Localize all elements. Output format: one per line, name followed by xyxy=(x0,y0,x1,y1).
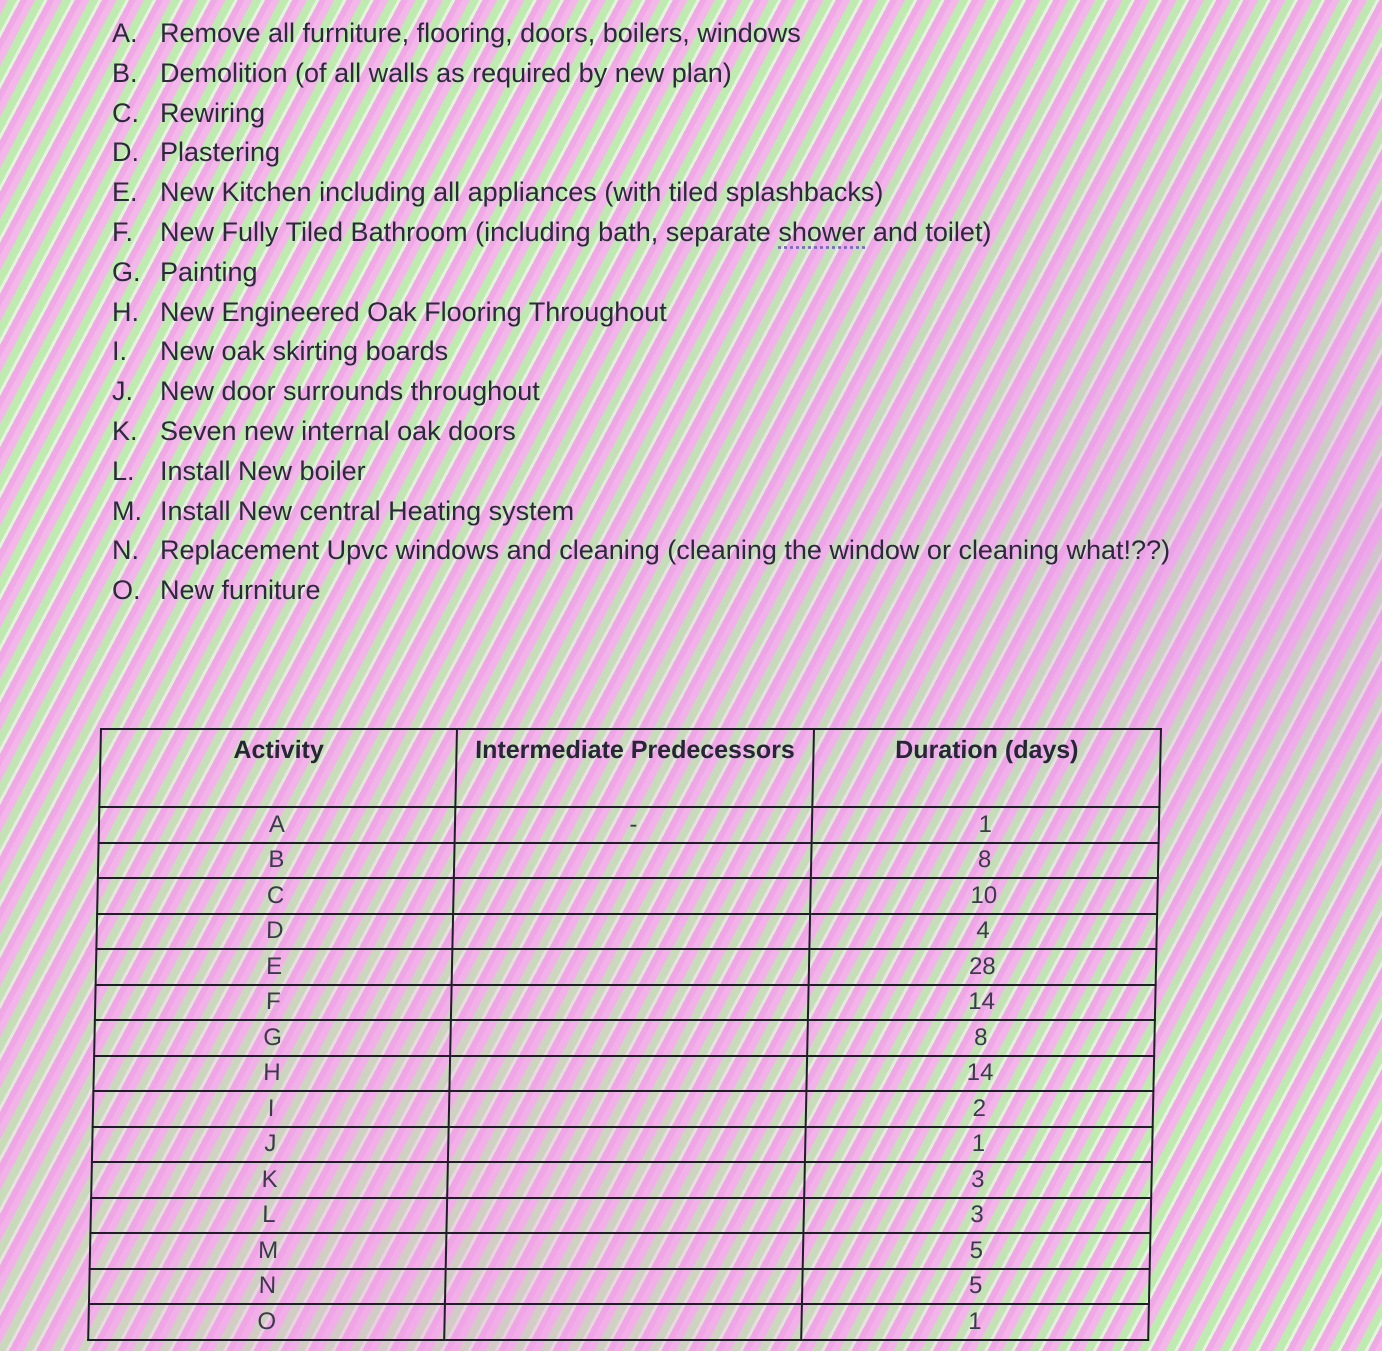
list-item xyxy=(112,332,1212,372)
column-header-duration[interactable]: Duration (days) xyxy=(812,729,1161,807)
table-row xyxy=(93,1056,1154,1092)
predecessors-cell[interactable] xyxy=(451,985,808,1021)
list-marker: E. xyxy=(112,177,138,208)
activity-cell[interactable]: K xyxy=(91,1162,448,1198)
activity-cell[interactable]: N xyxy=(89,1269,446,1305)
activity-cell[interactable]: H xyxy=(93,1056,450,1092)
predecessors-cell[interactable] xyxy=(447,1162,804,1198)
list-marker: F. xyxy=(112,216,134,247)
list-item-text[interactable]: Remove all furniture, flooring, doors, boilers, windows xyxy=(160,18,801,48)
list-item-text[interactable]: New Kitchen including all appliances (with tiled splashbacks) xyxy=(160,177,884,208)
table-row xyxy=(94,1020,1155,1056)
duration-cell[interactable]: 5 xyxy=(802,1233,1150,1269)
activity-cell[interactable]: E xyxy=(96,949,453,985)
activity-cell[interactable]: A xyxy=(99,807,456,843)
activity-table xyxy=(87,728,1162,1341)
duration-cell[interactable]: 3 xyxy=(803,1198,1151,1234)
text-segment: New Fully Tiled Bathroom (including bath, separate xyxy=(160,216,779,247)
predecessors-cell[interactable] xyxy=(453,878,810,914)
activity-cell[interactable]: C xyxy=(97,878,454,914)
duration-cell[interactable]: 8 xyxy=(807,1020,1155,1056)
list-item-text[interactable]: Rewiring xyxy=(160,97,266,128)
column-header-predecessors[interactable]: Intermediate Predecessors xyxy=(456,729,814,807)
table-row xyxy=(91,1162,1152,1198)
duration-cell[interactable]: 1 xyxy=(801,1304,1149,1340)
list-item-text[interactable]: New Engineered Oak Flooring Throughout xyxy=(160,296,667,327)
predecessors-cell[interactable] xyxy=(452,949,809,985)
table-row xyxy=(89,1269,1150,1305)
table-row xyxy=(90,1233,1151,1269)
list-marker: O. xyxy=(112,575,141,606)
table-row xyxy=(90,1198,1151,1234)
list-marker: L. xyxy=(112,455,135,486)
duration-cell[interactable]: 14 xyxy=(808,985,1156,1021)
list-item-text[interactable]: New door surrounds throughout xyxy=(160,376,540,407)
list-marker: H. xyxy=(112,296,139,327)
list-marker: M. xyxy=(112,495,142,526)
list-item-text[interactable]: Replacement Upvc windows and cleaning (cleaning the window or cleaning what!??) xyxy=(160,535,1171,566)
predecessors-cell[interactable] xyxy=(447,1198,804,1234)
predecessors-cell[interactable] xyxy=(444,1304,801,1340)
list-marker: D. xyxy=(112,137,139,168)
table-row xyxy=(93,1091,1154,1127)
list-item xyxy=(112,293,1212,333)
list-marker: C. xyxy=(112,97,139,128)
list-marker: B. xyxy=(112,57,138,88)
activity-cell[interactable]: G xyxy=(94,1020,451,1056)
activity-cell[interactable]: M xyxy=(90,1233,447,1269)
duration-cell[interactable]: 2 xyxy=(805,1091,1153,1127)
predecessors-cell[interactable] xyxy=(449,1091,806,1127)
table-row xyxy=(88,1304,1149,1340)
list-item xyxy=(112,253,1212,293)
column-header-activity[interactable]: Activity xyxy=(99,729,457,807)
predecessors-cell[interactable] xyxy=(453,914,810,950)
list-item xyxy=(112,213,1212,253)
table-row xyxy=(97,878,1158,914)
list-item xyxy=(112,133,1212,173)
duration-cell[interactable]: 4 xyxy=(809,914,1157,950)
list-item xyxy=(112,531,1212,571)
list-item-text[interactable]: New furniture xyxy=(160,575,321,606)
predecessors-cell[interactable] xyxy=(450,1020,807,1056)
activity-cell[interactable]: I xyxy=(93,1091,450,1127)
duration-cell[interactable]: 8 xyxy=(811,843,1159,879)
list-item-text[interactable]: Install New boiler xyxy=(160,455,366,486)
list-item-text[interactable]: Demolition (of all walls as required by new plan) xyxy=(160,57,732,88)
activity-list xyxy=(112,14,1212,611)
duration-cell[interactable]: 28 xyxy=(808,949,1156,985)
activity-cell[interactable]: L xyxy=(90,1198,447,1234)
list-item-text[interactable]: Plastering xyxy=(160,137,281,168)
list-item xyxy=(112,571,1212,611)
list-item-text[interactable]: Painting xyxy=(160,256,258,287)
duration-cell[interactable]: 5 xyxy=(802,1269,1150,1305)
list-marker: K. xyxy=(112,415,138,446)
predecessors-cell[interactable] xyxy=(446,1233,803,1269)
predecessors-cell[interactable]: - xyxy=(455,807,812,843)
list-marker: G. xyxy=(112,256,141,287)
table-row xyxy=(95,985,1156,1021)
table-row xyxy=(92,1127,1153,1163)
list-item xyxy=(112,94,1212,134)
list-item-text[interactable] xyxy=(160,213,991,253)
spellcheck-underlined-word[interactable]: shower xyxy=(778,216,866,247)
list-item xyxy=(112,412,1212,452)
list-item-text[interactable]: Install New central Heating system xyxy=(160,495,575,526)
list-item xyxy=(112,492,1212,532)
list-item xyxy=(112,452,1212,492)
table-row xyxy=(96,914,1157,950)
list-marker: A. xyxy=(112,18,138,48)
list-marker: J. xyxy=(112,376,134,407)
duration-cell[interactable]: 1 xyxy=(811,807,1159,843)
list-item-text[interactable]: New oak skirting boards xyxy=(160,336,449,367)
activity-cell[interactable]: F xyxy=(95,985,452,1021)
activity-cell[interactable]: O xyxy=(88,1304,445,1340)
list-marker: I. xyxy=(112,336,128,367)
table-row xyxy=(96,949,1157,985)
predecessors-cell[interactable] xyxy=(454,843,811,879)
duration-cell[interactable]: 3 xyxy=(804,1162,1152,1198)
list-item xyxy=(112,54,1212,94)
list-item xyxy=(112,372,1212,412)
text-segment: and toilet) xyxy=(865,216,992,247)
activity-cell[interactable]: J xyxy=(92,1127,449,1163)
duration-cell[interactable]: 1 xyxy=(805,1127,1153,1163)
list-item xyxy=(112,14,1212,54)
predecessors-cell[interactable] xyxy=(445,1269,802,1305)
list-item xyxy=(112,173,1212,213)
activity-cell[interactable]: D xyxy=(96,914,453,950)
table-row xyxy=(98,843,1159,879)
duration-cell[interactable]: 14 xyxy=(806,1056,1154,1092)
duration-cell[interactable]: 10 xyxy=(810,878,1158,914)
activity-cell[interactable]: B xyxy=(98,843,455,879)
table-row xyxy=(99,807,1160,843)
list-item-text[interactable]: Seven new internal oak doors xyxy=(160,415,516,446)
predecessors-cell[interactable] xyxy=(448,1127,805,1163)
predecessors-cell[interactable] xyxy=(450,1056,807,1092)
list-marker: N. xyxy=(112,535,139,566)
table-header-row xyxy=(99,729,1161,807)
